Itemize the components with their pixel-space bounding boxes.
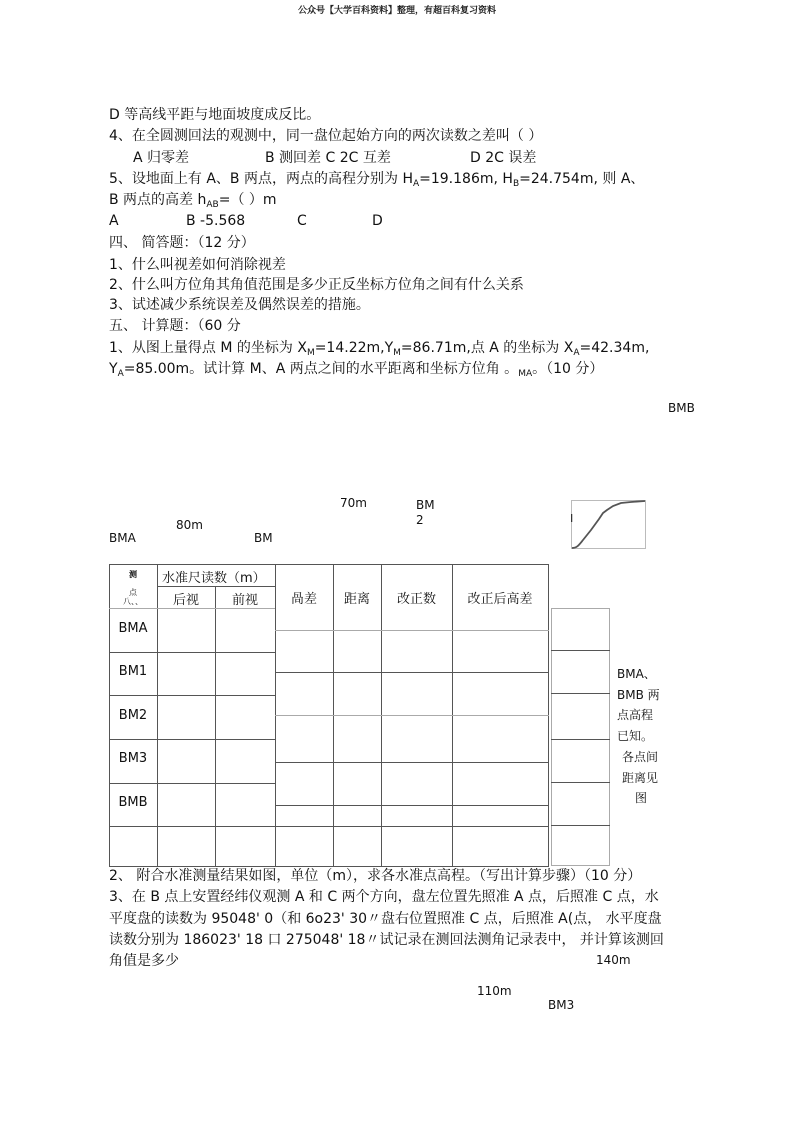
side-note-line4: 已知。 xyxy=(617,729,654,743)
header-station-char1: 测 xyxy=(129,570,137,579)
q4-option-b-c: B 测回差 C 2C 互差 xyxy=(265,150,391,166)
calc-2: 2、 附合水准测量结果如图，单位（m），求各水准点高程。（写出计算步骤）（10 分） xyxy=(109,868,642,884)
header-station-char2: 点 xyxy=(129,588,137,597)
label-distance-110m: 110m xyxy=(477,984,512,998)
label-bmb: BMB xyxy=(668,401,695,415)
q5-option-b: B -5.568 xyxy=(186,213,246,229)
short-answer-1: 1、什么叫视差如何消除视差 xyxy=(109,257,286,273)
station-bm1: BM1 xyxy=(118,664,148,679)
calc-3-line2: 平度盘的读数为 95048' 0（和 6o23' 30〃盘右位置照准 C 点，后照准 A(点， 水平度盘 xyxy=(109,911,662,927)
option-d-line: D 等高线平距与地面坡度成反比。 xyxy=(109,107,321,123)
calc-3-line1: 3、在 B 点上安置经纬仪观测 A 和 C 两个方向，盘左位置先照准 A 点，后照准 C 点，水 xyxy=(109,889,659,905)
page-header-watermark: 公众号【大学百科资料】整理，有超百科复习资料 xyxy=(298,6,497,16)
question-4: 4、在全圆测回法的观测中，同一盘位起始方向的两次读数之差叫（ ） xyxy=(109,128,543,144)
side-note-line5: 各点间 xyxy=(622,750,659,764)
calc-1-line2: $Y_A=85.00m$。试计算 M、A 两点之间的水平距离和坐标方位角 。$_{MA}$。（10 分） xyxy=(109,361,604,379)
q5-option-a: A xyxy=(109,213,119,229)
label-bm1: BM xyxy=(254,531,273,545)
calc-3-line4: 角值是多少 xyxy=(109,953,179,969)
header-backsight: 后视 xyxy=(172,593,199,608)
header-height-diff: 咼差 xyxy=(290,592,317,607)
short-answer-3: 3、试述减少系统误差及偶然误差的措施。 xyxy=(109,297,370,313)
label-distance-140m: 140m xyxy=(596,953,631,967)
q4-option-a: A 归零差 xyxy=(133,150,190,166)
station-bm3: BM3 xyxy=(118,751,148,766)
label-bm2-bottom: 2 xyxy=(416,513,424,527)
label-distance-70m: 70m xyxy=(340,496,367,510)
station-bma: BMA xyxy=(118,621,148,636)
header-distance: 距离 xyxy=(343,592,370,607)
header-correction: 改正数 xyxy=(396,592,436,607)
header-station-char3: 八、、 xyxy=(123,597,143,606)
section-5-title: 五、 计算题：（60 分 xyxy=(109,318,241,334)
label-bma: BMA xyxy=(109,531,136,545)
station-bmb: BMB xyxy=(118,795,148,810)
header-corrected-diff: 改正后高差 xyxy=(467,592,533,607)
section-4-title: 四、 简答题：（12 分） xyxy=(109,235,255,251)
calc-1-line1: 1、从图上量得点 M 的坐标为 $X_M=14.22m,Y_M=86.71m$,点 A 的坐标为 $X_A=42.34m$, xyxy=(109,340,650,358)
calc-3-line3: 读数分别为 186023' 18 口 275048' 18〃试记录在测回法测角记录表中， 并计算该测回 xyxy=(109,932,664,948)
side-note-line6: 距离见 xyxy=(622,771,659,785)
q5-option-c: C xyxy=(297,213,307,229)
label-bm3: BM3 xyxy=(548,998,575,1012)
side-note-line1: BMA、 xyxy=(617,667,656,681)
label-bm2-top: BM xyxy=(416,498,435,512)
question-5-line2: B 两点的高差 $h_{AB}=$（ ）m xyxy=(109,192,277,210)
short-answer-2: 2、什么叫方位角其角值范围是多少正反坐标方位角之间有什么关系 xyxy=(109,277,524,293)
side-note-line2: BMB 两 xyxy=(617,688,660,702)
side-note-line3: 点高程 xyxy=(617,708,654,722)
station-bm2: BM2 xyxy=(118,708,148,723)
question-5-line1: 5、设地面上有 A、B 两点，两点的高程分别为 $H_A=19.186m$, $H_B=24.754m$, 则 A、 xyxy=(109,171,645,189)
header-rod-reading: 水准尺读数（m） xyxy=(162,571,266,586)
q4-option-d: D 2C 误差 xyxy=(470,150,537,166)
q5-option-d: D xyxy=(372,213,383,229)
label-distance-80m: 80m xyxy=(176,518,203,532)
curve-figure xyxy=(571,500,647,550)
side-note-line7: 图 xyxy=(635,791,648,805)
header-foresight: 前视 xyxy=(231,593,258,608)
